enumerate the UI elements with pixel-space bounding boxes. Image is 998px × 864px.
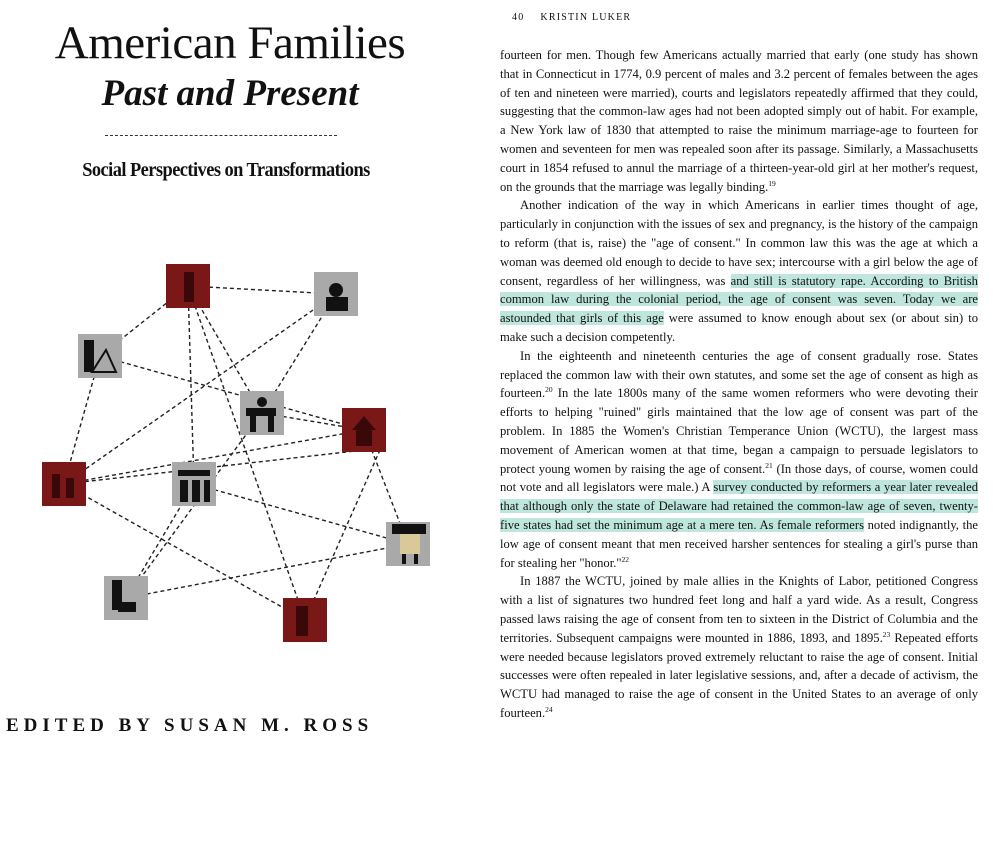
paragraph [500,196,978,346]
highlighted-text[interactable]: and still is statutory rape. According to British common law during the colonial period, the age of consent was seven. Today we are astounded that girls of this age [500,273,978,326]
paragraph [500,46,978,196]
paragraph-text: Another indication of the way in which Americans in earlier times thought of age, particularly in conjunction with the issues of sex and pregnancy, is the history of the campaign to reform (that is, raise) the "age of consent." In common law this was the age at which a woman was deemed old enough to decide to have sex; intercourse with a girl below the age of consent, regardless of her willingness, was [500,198,978,288]
paragraph-text: fourteen for men. Though few Americans actually married that early (one study has shown that in Connecticut in 1774, 0.9 percent of males and 3.2 percent of females between the ages of ten and nineteen were married), courts and legislators repeatedly affirmed that they could, suggesting that the common-law ages had not been adopted simply out of habit. For example, a New York law of 1830 that attempted to raise the minimum marriage-age to fourteen for women and seventeen for men was repealed soon after its passage. Similarly, a Massachusetts court in 1854 refused to annul the marriage of a thirteen-year-old girl at her mother's request, on the grounds that the marriage was legally binding. [500,48,978,194]
footnote-ref: 20 [545,385,553,395]
footnote-ref: 23 [882,629,891,639]
cover-network-illustration [0,250,460,670]
paragraph-text: In 1887 the WCTU, joined by male allies in the Knights of Labor, petitioned Congress with a list of signatures two hundred feet long and half a yard wide. As a result, Congress passed laws raising the age of consent from ten to sixteen in the District of Columbia and the territories. Subsequent campaigns were mounted in 1886, 1893, and 1895. [500,574,978,645]
cover-tagline: Social Perspectives on Transformations [82,159,370,181]
paragraph-text: Repeated efforts were needed because legislators proved extremely reluctant to raise the age of consent. Initial successes were often repealed in later legislative sessions, and, after a decade of activism, the WCTU had managed to raise the age of consent in the United States to an average of only fourteen. [500,630,979,720]
house-icon [342,408,386,452]
child-icon [240,391,284,435]
running-head [512,12,631,23]
footnote-ref: 22 [621,554,629,564]
feet-icon [104,576,148,620]
paragraph-text: In the eighteenth and nineteenth centuries the age of consent gradually rose. States replaced the common law with their own statutes, and some set the age of consent as high as fourteen. [500,348,978,401]
woman-in-doorway-icon [166,264,210,308]
paragraph-text: were assumed to know enough about sex (or about sin) to make such a decision competently. [500,311,978,344]
cover-title: American Families [54,17,406,69]
running-head-author: KRISTIN LUKER [540,12,632,23]
cover-divider [105,135,337,136]
paragraph [500,572,978,722]
page-body [500,46,978,723]
paragraph-text: In the late 1800s many of the same women reformers who were devoting their efforts to helping "ruined" girls maintained that the low age of consent was part of the problem. In 1885 the Women's Christian Temperance Union (WCTU), the largest mass movement of American women at that time, began a campaign to persuade legislators to protect young women by raising the age of consent. [500,386,978,476]
crowd-icon [172,462,216,506]
cover-editor-credit: EDITED BY SUSAN M. ROSS [6,715,374,736]
family-icon [314,272,358,316]
laborer-icon [386,522,430,566]
figures-icon [42,462,86,506]
footnote-ref: 21 [765,460,773,470]
cover-subtitle: Past and Present [101,73,359,114]
page-number: 40 [512,12,525,23]
footnote-ref: 24 [545,704,553,714]
highlighted-text[interactable]: survey conducted by reformers a year later revealed that although only the state of Delaware had retained the common-law age of seven, twenty-five states had set the minimum age at a mere ten. As female reformers [500,480,978,532]
paragraph [500,347,978,573]
paragraph-text: (In those days, of course, women could not vote and all legislators were male.) A [500,461,978,495]
paragraph-text: noted indignantly, the low age of consent meant that men received harsher sentences for stealing a girl's purse than for stealing her "honor." [500,517,978,570]
book-cover [0,0,460,864]
book-page [490,0,998,864]
footnote-ref: 19 [768,178,776,188]
seated-woman-icon [78,334,122,378]
mother-child-icon [283,598,327,642]
